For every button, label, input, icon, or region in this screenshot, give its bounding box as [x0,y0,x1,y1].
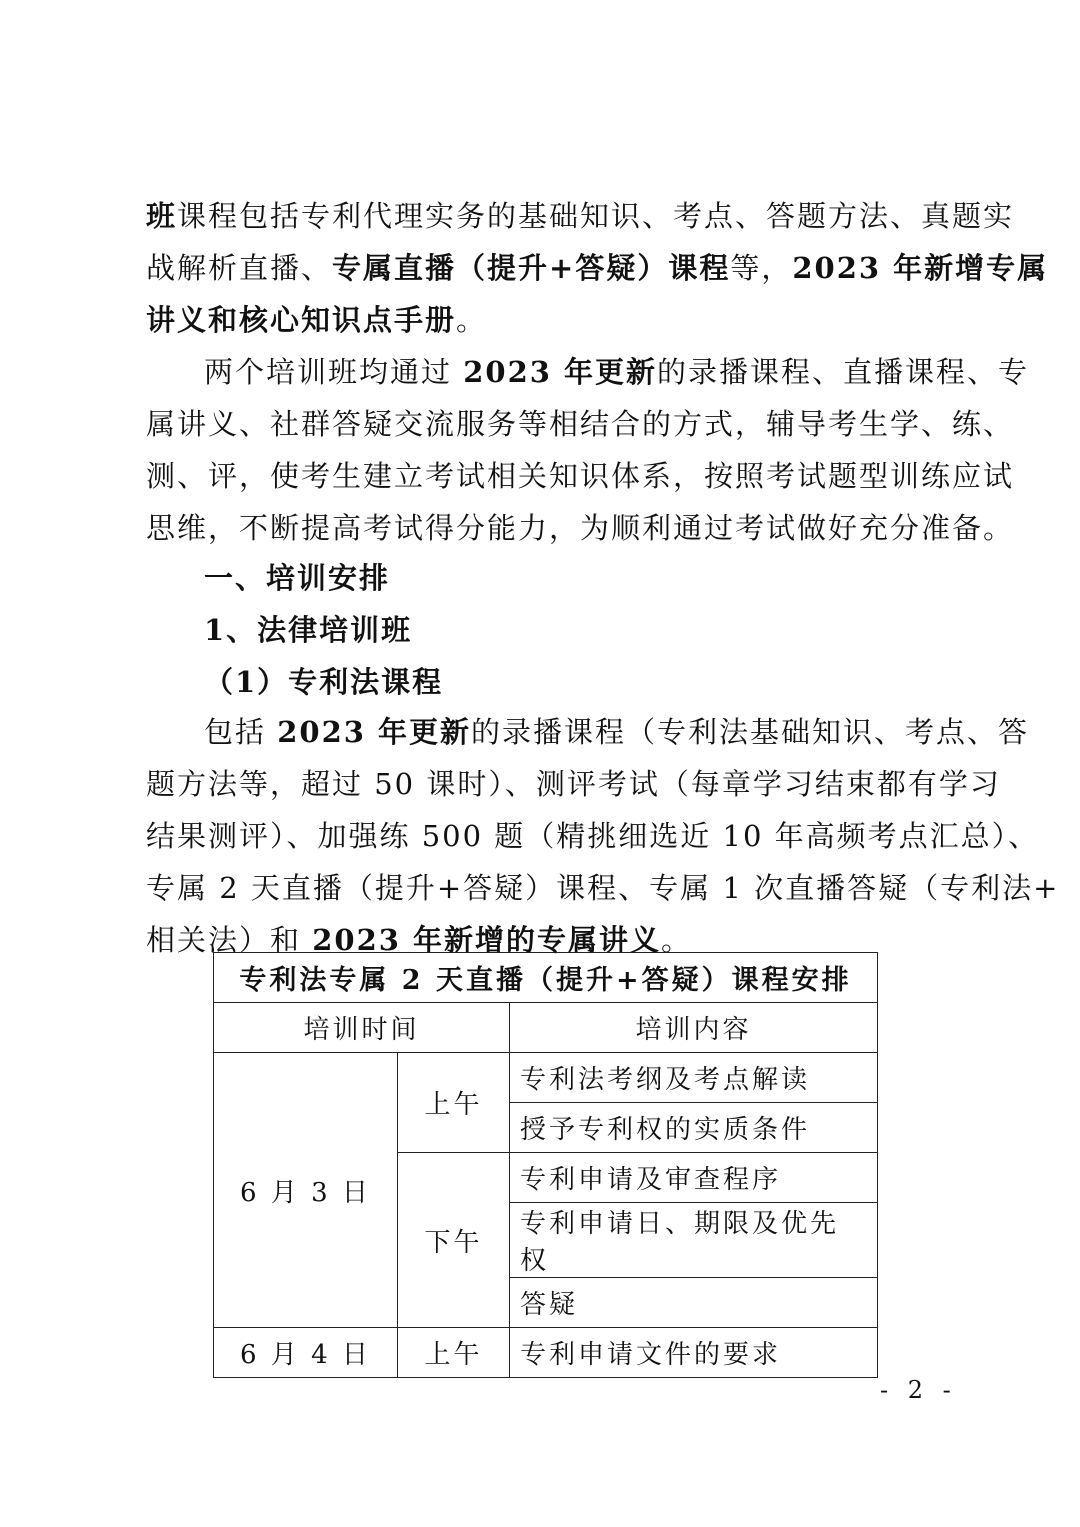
course-paragraph [146,706,1060,966]
page-number: - 2 - [880,1376,957,1404]
overview-line-2: 属讲义、社群答疑交流服务等相结合的方式，辅导考生学、练、 [146,407,1015,441]
course-line-3: 结果测评）、加强练 500 题（精挑细选近 10 年高频考点汇总）、 [146,819,1040,853]
session-cell: 上午 [398,1328,510,1378]
intro-line-3: 讲义和核心知识点手册。 [146,303,488,337]
section-heading: 一、培训安排 [204,561,391,595]
content-cell: 专利申请文件的要求 [510,1328,878,1378]
overview-line-3: 测、评，使考生建立考试相关知识体系，按照考试题型训练应试 [146,459,1015,493]
intro-paragraph [146,190,1049,346]
overview-line-4: 思维，不断提高考试得分能力，为顺利通过考试做好充分准备。 [146,511,1015,545]
session-cell: 下午 [398,1153,510,1328]
subsection-heading: 1、法律培训班 [204,613,413,647]
course-line-5: 相关法）和 2023 年新增的专属讲义。 [146,923,693,957]
content-cell: 答疑 [510,1278,878,1328]
overview-paragraph [146,346,1030,554]
course-line-1: 包括 2023 年更新的录播课程（专利法基础知识、考点、答 [204,715,1030,749]
content-cell: 授予专利权的实质条件 [510,1103,878,1153]
course-heading: （1）专利法课程 [204,665,444,699]
intro-line-1: 班课程包括专利代理实务的基础知识、考点、答题方法、真题实 [146,199,1015,233]
date-cell: 6 月 3 日 [214,1053,398,1328]
session-cell: 上午 [398,1053,510,1153]
schedule-table [213,952,878,1378]
content-cell: 专利法考纲及考点解读 [510,1053,878,1103]
content-cell: 专利申请及审查程序 [510,1153,878,1203]
header-content: 培训内容 [510,1003,878,1053]
course-line-2: 题方法等，超过 50 课时）、测评考试（每章学习结束都有学习 [146,767,1001,801]
table-title-row [214,953,878,1003]
intro-line-2: 战解析直播、专属直播（提升+答疑）课程等，2023 年新增专属 [146,251,1049,285]
table-title: 专利法专属 2 天直播（提升+答疑）课程安排 [214,953,878,1003]
date-cell: 6 月 4 日 [214,1328,398,1378]
table-row [214,1328,878,1378]
header-time: 培训时间 [214,1003,510,1053]
table-row [214,1053,878,1103]
course-line-4: 专属 2 天直播（提升+答疑）课程、专属 1 次直播答疑（专利法+ [146,871,1060,905]
overview-line-1: 两个培训班均通过 2023 年更新的录播课程、直播课程、专 [204,355,1030,389]
content-cell: 专利申请日、期限及优先权 [510,1203,878,1278]
table-header-row [214,1003,878,1053]
